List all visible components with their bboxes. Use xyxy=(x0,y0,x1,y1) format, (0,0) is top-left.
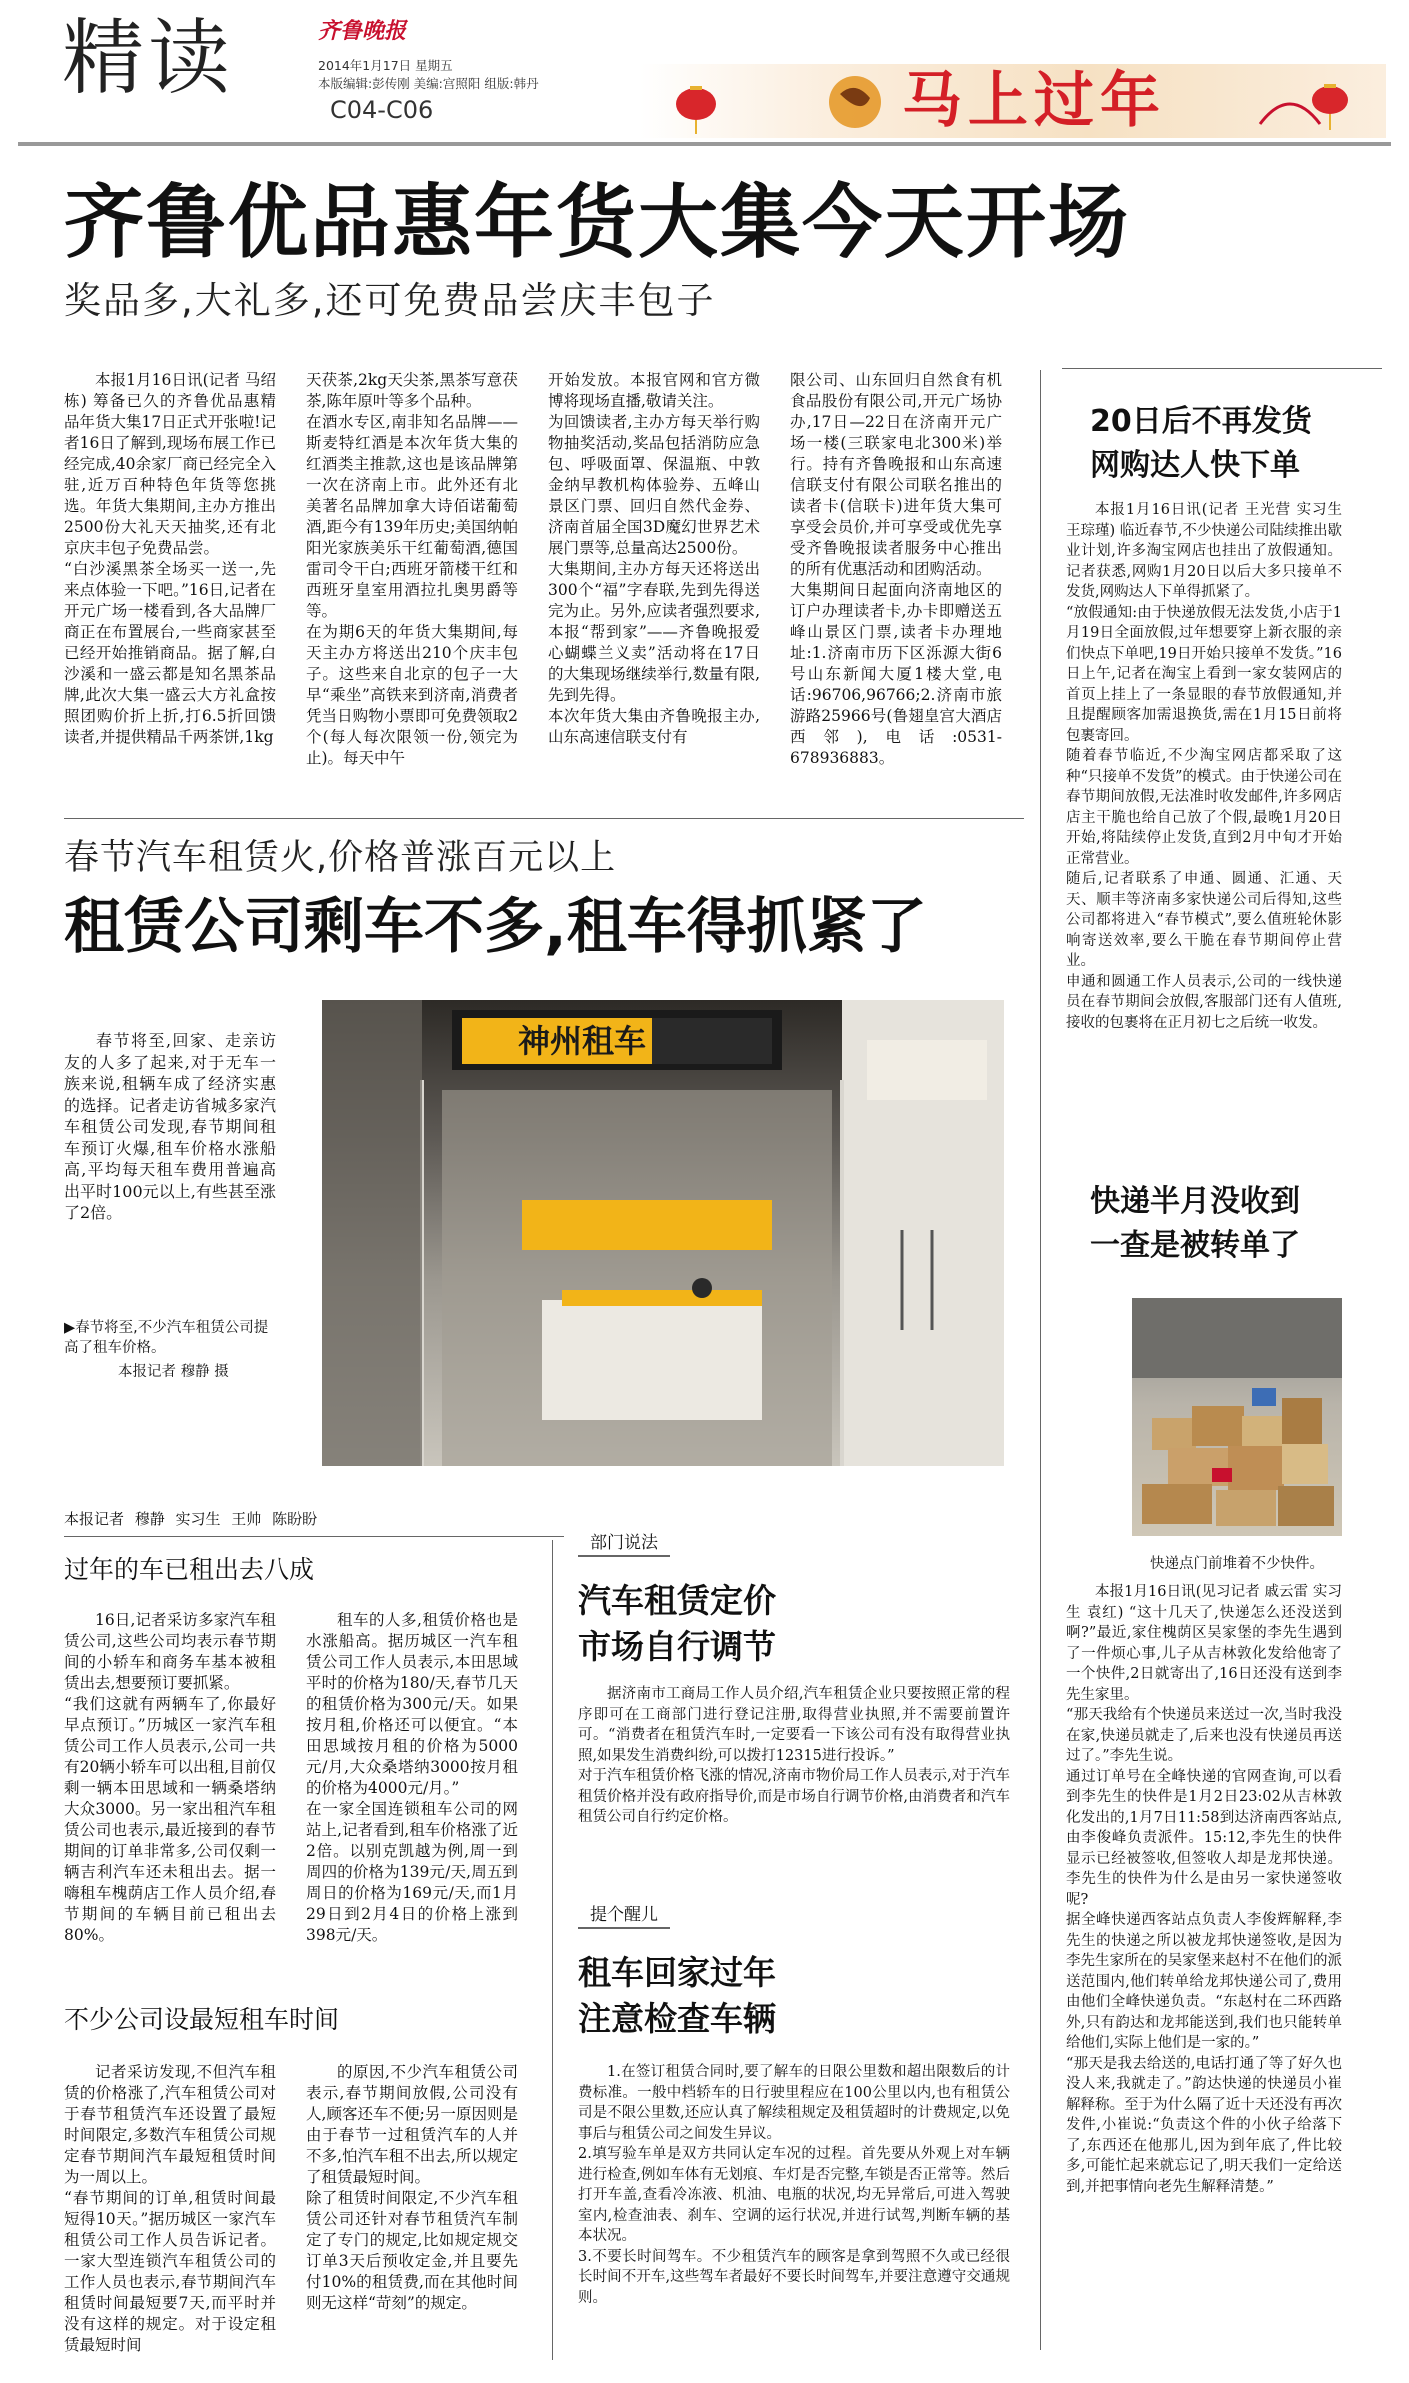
sidebar-top-headline: 20日后不再发货 网购达人快下单 xyxy=(1090,404,1312,483)
rental-intro-text: 春节将至,回家、走亲访友的人多了起来,对于无车一族来说,租辆车成了经济实惠的选择。记者走访省城多家汽车租赁公司发现,春节期间租车预订火爆,租车价格水涨船高,平均每天租车费用普遍高出平时100元以上,有些甚至涨了2倍。 xyxy=(64,1031,276,1222)
dept-body xyxy=(578,1684,1010,1880)
rental-office-scene-icon xyxy=(322,1000,1004,1466)
dept-body-text: 据济南市工商局工作人员介绍,汽车租赁企业只要按照正常的程序即可在工商部门进行登记注册,取得营业执照,并不需要前置许可。“消费者在租赁汽车时,一定要看一下该公司有没有取得营业执照,如果发生消费纠纷,可以拨打12315进行投诉。” 对于汽车租赁价格飞涨的情况,济南市物价局工作人员表示,对于汽车租赁价格并没有政府指导价,而是市场自行调节价格,由消费者和汽车租赁公司自行约定价格。 xyxy=(578,1686,1010,1825)
new-year-banner xyxy=(640,64,1386,138)
tips-headline: 租车回家过年 注意检查车辆 xyxy=(578,1953,776,2038)
rental-sub1-col-2-text: 租车的人多,租赁价格也是水涨船高。据历城区一汽车租赁公司工作人员表示,本田思域平时的价格为180/天,春节几天的租赁价格为300元/天。如果按月租,价格还可以便宜。“本田思域按月租的价格为5000元/月,大众桑塔纳3000按月租的价格为4000元/月。” 在一家全国连锁租车公司的网站上,记者看到,租车价格涨了近2倍。以别克凯越为例,周一到周四的价格为139元/天,周五到周日的价格为169元/天,而1月29日到2月4日的价格上涨到398元/天。 xyxy=(306,1611,518,1944)
rental-sub1: 过年的车已租出去八成 xyxy=(64,1555,315,1584)
issue-date: 2014年1月17日 星期五 xyxy=(318,58,453,73)
dept-divider xyxy=(552,1540,553,2360)
rental-office-photo xyxy=(322,1000,1004,1466)
rental-byline: 本报记者 穆静 实习生 王帅 陈盼盼 xyxy=(64,1510,318,1528)
masthead-rule xyxy=(18,142,1391,146)
sidebar-divider xyxy=(1040,370,1041,2350)
rental-sub2-col-1 xyxy=(64,2062,276,2362)
parcel-photo-caption: 快递点门前堆着不少快件。 xyxy=(1150,1556,1324,1572)
sidebar-bottom-headline: 快递半月没收到 一查是被转单了 xyxy=(1090,1184,1300,1263)
page-staff: 本版编辑:彭传刚 美编:宫照阳 组版:韩丹 xyxy=(318,76,539,91)
parcel-pile-icon xyxy=(1132,1298,1342,1536)
sidebar-bottom-body xyxy=(1066,1582,1342,2352)
rental-sub1-col-2 xyxy=(306,1610,518,1980)
parcel-photo xyxy=(1132,1298,1342,1536)
rental-photo-caption: ▶春节将至,不少汽车租赁公司提高了租车价格。 xyxy=(64,1320,269,1356)
sidebar-bottom-body-text: 本报1月16日讯(见习记者 戚云雷 实习生 袁红) “这十几天了,快递怎么还没送到啊?”最近,家住槐荫区吴家堡的李先生遇到了一件烦心事,儿子从吉林敦化发给他寄了一个快件,2日就寄出了,16日还没有送到李先生家里。 “那天我给有个快递员来送过一次,当时我没在家,快递员就走了,后来也没有快递员再送过了。”李先生说。 通过订单号在全峰快递的官网查询,可以看到李先生的快件是1月2日23:02从吉林敦化发出的,1月7日11:58到达济南西客站点,由李俊峰负责派件。15:12,李先生的快件显示已经被签收,但签收人却是龙邦快递。李先生的快件为什么是由另一家快递签收呢? 据全峰快递西客站点负责人李俊辉解释,李先生的快递之所以被龙邦快递签收,是因为李先生家所在的吴家堡来赵村不在他们的派送范围内,他们转单给龙邦快递公司了,费用由他们全峰快递负责。“东赵村在二环西路外,只有韵达和龙邦能送到,我们也只能转单给他们,实际上他们是一家的。” “那天是我去给送的,电话打通了等了好久也没人来,我就走了。”韵达快递的快递员小崔解释称。至于为什么隔了近十天还没有再次发件,小崔说:“负责这个件的小伙子给落下了,东西还在他那儿,因为到年底了,件比较多,可能忙起来就忘记了,明天我们一定给送到,并把事情向老先生解释清楚。” xyxy=(1066,1584,1342,2195)
tips-body xyxy=(578,2062,1010,2362)
lead-col-3 xyxy=(548,370,760,755)
lead-col-1 xyxy=(64,370,276,755)
lead-col-2 xyxy=(306,370,518,767)
lead-col-2-text: 天茯茶,2kg天尖茶,黑茶写意茯茶,陈年原叶等多个品种。 在酒水专区,南非知名品牌——斯麦特红酒是本次年货大集的红酒类主推款,这也是该品牌第一次在济南上市。此外还有北美著名品牌加拿大诗佰诺葡萄酒,距今有139年历史;美国纳帕阳光家族美乐干红葡萄酒,德国雷司令干白;西班牙箭楼干红和西班牙皇室用酒拉扎奥男爵等等。 在为期6天的年货大集期间,每天主办方将送出210个庆丰包子。这些来自北京的包子一大早“乘坐”高铁来到济南,消费者凭当日购物小票即可免费领取2个(每人每次限领一份,领完为止)。每天中午 xyxy=(306,371,518,767)
banner-slogan: 马上过年 xyxy=(902,66,1166,136)
sidebar-top-body xyxy=(1066,500,1342,1140)
rental-kicker: 春节汽车租赁火,价格普涨百元以上 xyxy=(64,838,617,878)
paper-logo: 齐鲁晚报 xyxy=(318,18,407,44)
tips-tag: 提个醒儿 xyxy=(578,1898,670,1929)
rental-sub2-col-1-text: 记者采访发现,不但汽车租赁的价格涨了,汽车租赁公司对于春节租赁汽车还设置了最短时间限定,多数汽车租赁公司规定春节期间汽车最短租赁时间为一周以上。 “春节期间的订单,租赁时间最短得10天。”据历城区一家汽车租赁公司工作人员告诉记者。一家大型连锁汽车租赁公司的工作人员也表示,春节期间汽车租赁时间最短要7天,而平时并没有这样的规定。对于设定租赁最短时间 xyxy=(64,2063,276,2354)
lead-col-3-text: 开始发放。本报官网和官方微博将现场直播,敬请关注。 为回馈读者,主办方每天举行购物抽奖活动,奖品包括消防应急包、呼吸面罩、保温瓶、中敦金纳早教机构体验券、五峰山景区门票、回归自然代金券、济南首届全国3D魔幻世界艺术展门票等,总量高达2500份。 大集期间,主办方每天还将送出300个“福”字春联,先到先得送完为止。另外,应读者强烈要求,本报“帮到家”——齐鲁晚报爱心蝴蝶兰义卖”活动将在17日的大集现场继续举行,数量有限,先到先得。 本次年货大集由齐鲁晚报主办,山东高速信联支付有 xyxy=(548,371,760,746)
sidebar-top-rule xyxy=(1062,368,1382,369)
rental-sub1-col-1 xyxy=(64,1610,276,1980)
rental-headline: 租赁公司剩车不多,租车得抓紧了 xyxy=(64,892,927,962)
lead-headline: 齐鲁优品惠年货大集今天开场 xyxy=(64,176,1130,269)
lead-col-4-text: 限公司、山东回归自然食有机食品股份有限公司,开元广场协办,17日—22日在济南开元广场一楼(三联家电北300米)举行。持有齐鲁晚报和山东高速信联支付有限公司联名推出的读者卡(信联卡)进年货大集可享受会员价,并可享受或优先享受齐鲁晚报读者服务中心推出的所有优惠活动和团购活动。 大集期间日起面向济南地区的订户办理读者卡,办卡即赠送五峰山景区门票,读者卡办理地址:1.济南市历下区泺源大街6号山东新闻大厦1楼大堂,电话:96706,96766;2.济南市旅游路25966号(鲁翅皇宫大酒店西邻),电话:0531-678936883。 xyxy=(790,371,1002,767)
lead-col-4 xyxy=(790,370,1002,767)
dept-headline: 汽车租赁定价 市场自行调节 xyxy=(578,1581,776,1666)
rental-photo-credit: 本报记者 穆静 摄 xyxy=(118,1364,229,1380)
rental-top-rule xyxy=(64,818,1024,819)
dept-tag: 部门说法 xyxy=(578,1526,670,1557)
tips-body-text: 1.在签订租赁合同时,要了解车的日限公里数和超出限数后的计费标准。一般中档轿车的日行驶里程应在100公里以内,也有租赁公司是不限公里数,还应认真了解续租规定及租赁超时的计费规定,以免事后与租赁公司之间发生异议。 2.填写验车单是双方共同认定车况的过程。首先要从外观上对车辆进行检查,例如车体有无划痕、车灯是否完整,车锁是否正常等。然后打开车盖,查看冷冻液、机油、电瓶的状况,均无异常后,可进入驾驶室内,检查油表、刹车、空调的运行状况,并进行试驾,判断车辆的基本状况。 3.不要长时间驾车。不少租赁汽车的顾客是拿到驾照不久或已经很长时间不开车,这些驾车者最好不要长时间驾车,并要注意遵守交通规则。 xyxy=(578,2064,1010,2306)
rental-sub2-col-2-text: 的原因,不少汽车租赁公司表示,春节期间放假,公司没有人,顾客还车不便;另一原因则是由于春节一过租赁汽车的人并不多,怕汽车租不出去,所以规定了租赁最短时间。 除了租赁时间限定,不少汽车租赁公司还针对春节租赁汽车制定了专门的规定,比如规定规交订单3天后预收定金,并且要先付10%的租赁费,而在其他时间则无这样“苛刻”的规定。 xyxy=(306,2063,518,2312)
rental-sub2-col-2 xyxy=(306,2062,518,2362)
rental-byline-rule xyxy=(64,1536,564,1537)
sidebar-top-body-text: 本报1月16日讯(记者 王光营 实习生 王琮瑾) 临近春节,不少快递公司陆续推出歇业计划,许多淘宝网店也挂出了放假通知。记者获悉,网购1月20日以后大多只接单不发货,网购达人下单得抓紧了。 “放假通知:由于快递放假无法发货,小店于1月19日全面放假,过年想要穿上新衣服的亲们快点下单吧,19日开始只接单不发货。”16日上午,记者在淘宝上看到一家女装网店的首页上挂上了一条显眼的春节放假通知,并且提醒顾客加需退换货,需在1月15日前将包裹寄回。 随着春节临近,不少淘宝网店都采取了这种“只接单不发货”的模式。由于快递公司在春节期间放假,无法准时收发邮件,许多网店店主干脆也给自己放了个假,最晚1月20日开始,将陆续停止发货,直到2月中旬才开始正常营业。 随后,记者联系了申通、圆通、汇通、天天、顺丰等济南多家快递公司后得知,这些公司都将进入“春节模式”,要么值班轮休影响寄送效率,要么干脆在春节期间停止营业。 申通和圆通工作人员表示,公司的一线快递员在春节期间会放假,客服部门还有人值班,接收的包裹将在正月初七之后统一收发。 xyxy=(1066,502,1342,1031)
page-range: C04-C06 xyxy=(330,96,434,124)
lead-col-1-text: 本报1月16日讯(记者 马绍栋) 筹备已久的齐鲁优品惠精品年货大集17日正式开张啦!记者16日了解到,现场布展工作已经完成,40余家厂商已经完全入驻,近万百种特色年货等您挑选。年货大集期间,主办方推出2500份大礼天天抽奖,还有北京庆丰包子免费品尝。 “白沙溪黑茶全场买一送一,先来点体验一下吧。”16日,记者在开元广场一楼看到,各大品牌厂商正在布置展台,一些商家甚至已经开始推销商品。据了解,白沙溪和一盛云都是知名黑茶品牌,此次大集一盛云大方礼盒按照团购价折上折,打6.5折回馈读者,并提供精品千两茶饼,1kg xyxy=(64,371,276,746)
rental-sub1-col-1-text: 16日,记者采访多家汽车租赁公司,这些公司均表示春节期间的小轿车和商务车基本被租赁出去,想要预订要抓紧。 “我们这就有两辆车了,你最好早点预订。”历城区一家汽车租赁公司工作人员表示,公司一共有20辆小轿车可以出租,目前仅剩一辆本田思域和一辆桑塔纳大众3000。另一家出租汽车租赁公司也表示,最近接到的春节期间的订单非常多,公司仅剩一辆吉利汽车还未租出去。据一嗨租车槐荫店工作人员介绍,春节期间的车辆目前已租出去80%。 xyxy=(64,1611,276,1944)
rental-sub2: 不少公司设最短租车时间 xyxy=(64,2005,340,2034)
lead-subhead: 奖品多,大礼多,还可免费品尝庆丰包子 xyxy=(64,279,716,322)
masthead xyxy=(0,0,1409,146)
section-title: 精读 xyxy=(62,11,235,106)
rental-shop-sign: 神州租车 xyxy=(518,1022,647,1060)
rental-intro xyxy=(64,1030,276,1270)
